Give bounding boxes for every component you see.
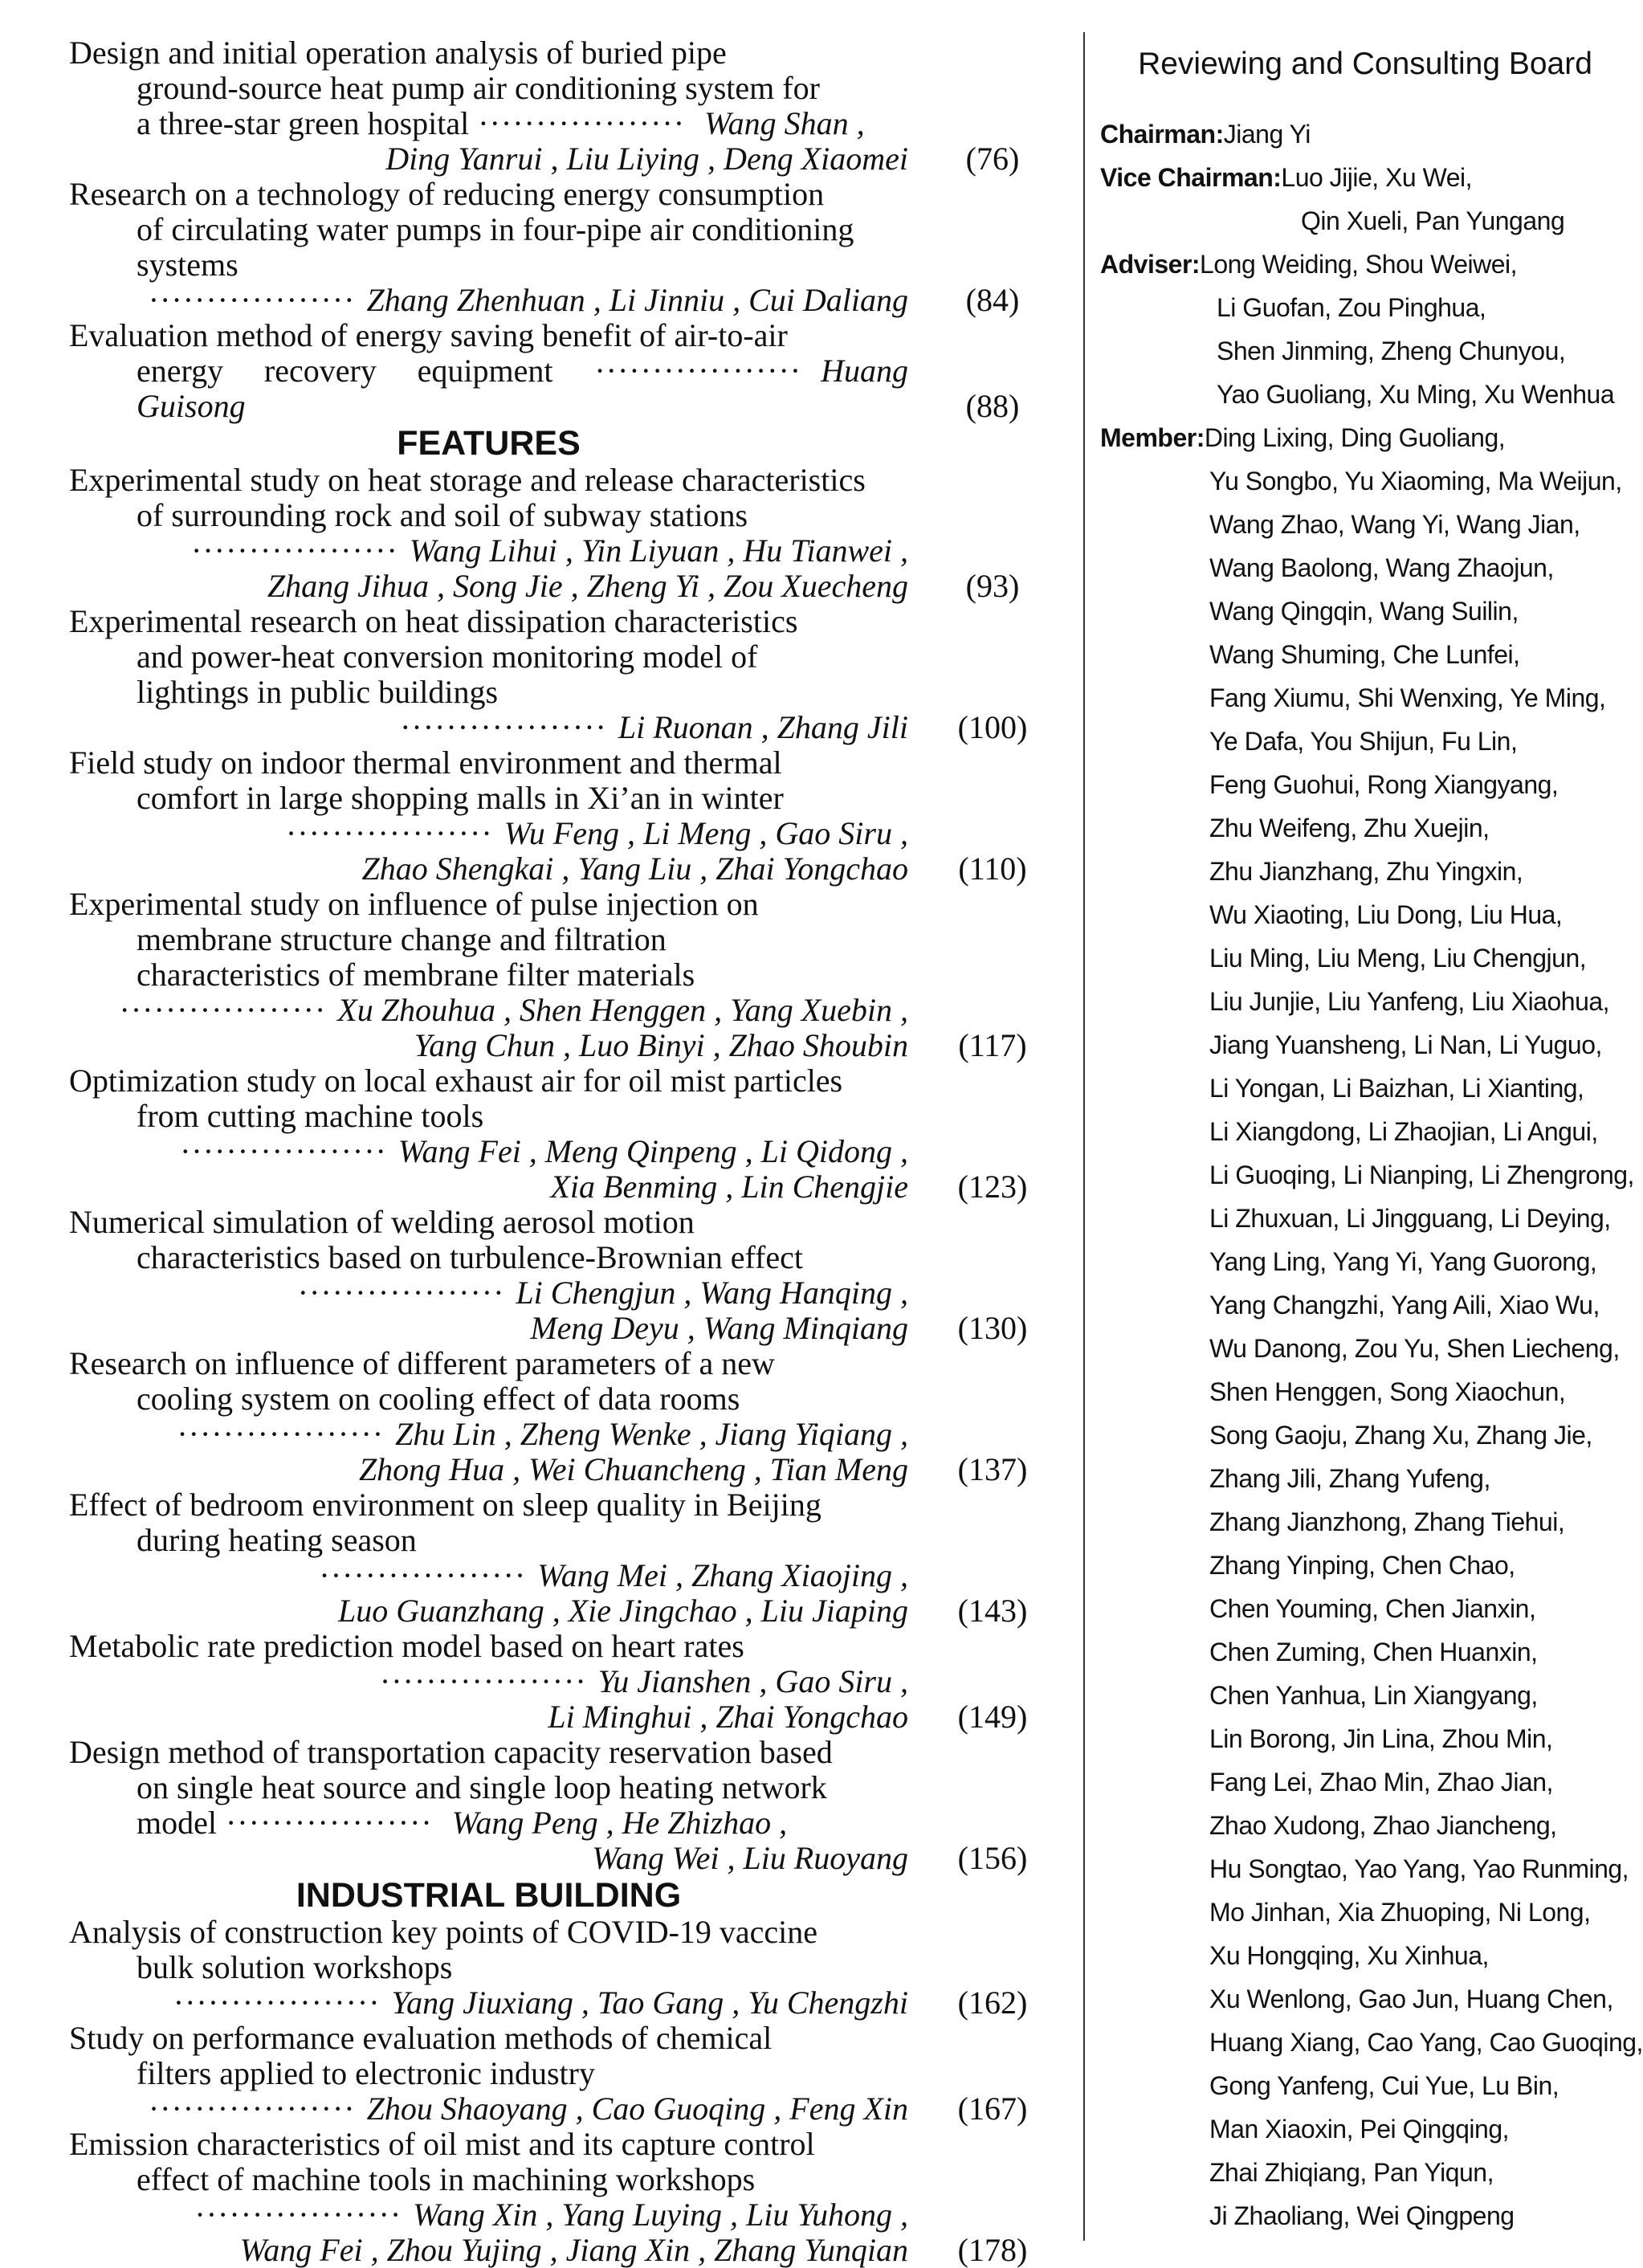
entry-title — [69, 1915, 908, 1985]
author-line — [69, 141, 908, 177]
title-line: Study on performance evaluation methods of chemical — [69, 2020, 773, 2056]
reviewing-board — [1100, 40, 1643, 2237]
role-line — [1100, 416, 1630, 459]
role-line: Yang Ling, Yang Yi, Yang Guorong, — [1209, 1247, 1597, 1276]
entry-title — [69, 1487, 908, 1558]
title-line: Experimental study on influence of pulse injection on — [69, 886, 759, 922]
author-line — [69, 1841, 908, 1876]
author-line — [69, 2091, 908, 2127]
author-lines — [69, 1417, 908, 1487]
role-line: Jiang Yuansheng, Li Nan, Li Yuguo, — [1209, 1030, 1602, 1059]
role-label: Adviser: — [1100, 250, 1201, 279]
toc-entry — [69, 177, 1041, 318]
author-line — [69, 533, 908, 569]
role-line: Chen Yanhua, Lin Xiangyang, — [1209, 1681, 1538, 1710]
leader-dots: ·················· — [379, 1663, 587, 1699]
author-line — [69, 1311, 908, 1346]
title-line — [69, 639, 908, 675]
title-line — [69, 212, 908, 247]
author-names: Wang Fei , Meng Qinpeng , Li Qidong , — [398, 1133, 908, 1169]
author-names: Xia Benming , Lin Chengjie — [550, 1169, 908, 1205]
author-names: Luo Guanzhang , Xie Jingchao , Liu Jiaping — [338, 1593, 908, 1629]
role-line: Man Xiaoxin, Pei Qingqing, — [1209, 2115, 1509, 2144]
role-line: Zhu Jianzhang, Zhu Yingxin, — [1209, 857, 1523, 886]
entry-title — [69, 1629, 908, 1664]
title-line: Evaluation method of energy saving benefit of air-to-air — [69, 317, 788, 353]
author-names: Wang Mei , Zhang Xiaojing , — [537, 1557, 908, 1593]
role-line: Feng Guohui, Rong Xiangyang, — [1209, 770, 1559, 799]
title-text: effect of machine tools in machining workshops — [137, 2161, 756, 2197]
leader-dots: ·················· — [297, 1275, 505, 1311]
leader-dots: ·················· — [148, 282, 356, 318]
author-line — [69, 1169, 908, 1205]
author-lines — [69, 1134, 908, 1205]
role-line: Li Zhuxuan, Li Jingguang, Li Deying, — [1209, 1204, 1611, 1233]
leader-dots: ·················· — [194, 2197, 402, 2233]
title-line — [69, 922, 908, 957]
leader-dots: ·················· — [173, 1984, 381, 2021]
author-line — [69, 1275, 908, 1311]
toc-entry — [69, 2127, 1041, 2268]
author-lines — [69, 1275, 908, 1346]
page-number: (156) — [957, 1840, 1028, 1876]
role-line: Liu Ming, Liu Meng, Liu Chengjun, — [1209, 944, 1587, 973]
toc-entry — [69, 1735, 1041, 1876]
section-heading: INDUSTRIAL BUILDING — [296, 1876, 682, 1915]
author-line — [69, 1028, 908, 1063]
role-line: Fang Lei, Zhao Min, Zhao Jian, — [1209, 1768, 1553, 1797]
role-label: Member: — [1100, 423, 1205, 452]
page-number: (76) — [965, 141, 1020, 177]
title-line — [69, 957, 908, 993]
role-line — [1100, 156, 1630, 199]
author-names: Yang Jiuxiang , Tao Gang , Yu Chengzhi — [391, 1984, 908, 2021]
leader-dots: ·················· — [469, 105, 686, 141]
title-text: ground-source heat pump air conditioning system for — [137, 70, 820, 106]
title-line: Optimization study on local exhaust air for oil mist particles — [69, 1063, 843, 1099]
title-line — [69, 1240, 908, 1275]
author-line — [69, 710, 908, 745]
author-names: Li Minghui , Zhai Yongchao — [548, 1699, 908, 1735]
title-line: Analysis of construction key points of COVID-19 vaccine — [69, 1914, 818, 1950]
toc-entry — [69, 1063, 1041, 1205]
author-line — [69, 2233, 908, 2268]
author-line — [69, 851, 908, 887]
role-label: Chairman: — [1100, 120, 1224, 149]
role-line — [1100, 112, 1630, 156]
role-chairman — [1100, 112, 1630, 156]
author-names: Wu Feng , Li Meng , Gao Siru , — [503, 815, 908, 851]
role-line: Zhang Jili, Zhang Yufeng, — [1209, 1464, 1490, 1493]
page-number: (117) — [958, 1027, 1027, 1063]
leader-dots: ·················· — [216, 1805, 433, 1841]
title-line — [69, 2056, 908, 2091]
board-title: Reviewing and Consulting Board — [1138, 47, 1592, 81]
toc-entry — [69, 604, 1041, 745]
author-names: Xu Zhouhua , Shen Henggen , Yang Xuebin , — [337, 992, 908, 1028]
authors-inline: Wang Shan , — [704, 105, 865, 141]
role-label: Vice Chairman: — [1100, 163, 1282, 192]
title-text: systems — [137, 247, 238, 283]
page-number: (100) — [957, 709, 1028, 745]
author-names: Wang Lihui , Yin Liyuan , Hu Tianwei , — [409, 532, 908, 569]
entry-title — [69, 604, 908, 710]
toc-entry — [69, 318, 1041, 424]
role-names: Ding Lixing, Ding Guoliang, — [1204, 423, 1506, 452]
board-roles — [1100, 112, 1643, 2237]
page-number: (110) — [958, 850, 1027, 887]
title-text: lightings in public buildings — [137, 674, 499, 710]
page-number: (123) — [957, 1169, 1028, 1205]
title-text: cooling system on cooling effect of data rooms — [137, 1381, 740, 1417]
toc-entry — [69, 1346, 1041, 1487]
page-number: (137) — [957, 1451, 1028, 1487]
toc-entry — [69, 463, 1041, 604]
author-lines — [69, 2197, 908, 2268]
toc-entry — [69, 745, 1041, 887]
page-number: (167) — [957, 2091, 1028, 2127]
title-text: energy recovery equipment — [137, 353, 553, 389]
author-line — [69, 1985, 908, 2021]
title-line: Metabolic rate prediction model based on heart rates — [69, 1628, 744, 1664]
role-line — [1100, 243, 1630, 286]
role-line: Zhao Xudong, Zhao Jiancheng, — [1209, 1811, 1557, 1840]
toc-entry — [69, 1205, 1041, 1346]
leader-dots: ·················· — [177, 1416, 385, 1452]
title-line: Experimental study on heat storage and release characteristics — [69, 462, 866, 498]
author-names: Yang Chun , Luo Binyi , Zhao Shoubin — [414, 1027, 908, 1063]
role-line: Yu Songbo, Yu Xiaoming, Ma Weijun, — [1209, 467, 1622, 496]
role-line: Fang Xiumu, Shi Wenxing, Ye Ming, — [1209, 683, 1606, 712]
author-lines — [69, 1558, 908, 1629]
role-line: Wang Qingqin, Wang Suilin, — [1209, 597, 1519, 626]
page-number: (93) — [965, 568, 1020, 604]
author-names: Zhao Shengkai , Yang Liu , Zhai Yongchao — [361, 850, 908, 887]
title-text: filters applied to electronic industry — [137, 2055, 595, 2091]
role-line: Song Gaoju, Zhang Xu, Zhang Jie, — [1209, 1421, 1592, 1450]
author-names: Yu Jianshen , Gao Siru , — [597, 1663, 908, 1699]
page-number: (84) — [965, 282, 1020, 318]
entry-title — [69, 2021, 908, 2091]
role-line: Zhang Yinping, Chen Chao, — [1209, 1551, 1515, 1580]
page-number: (130) — [957, 1310, 1028, 1346]
authors-inline: Wang Peng , He Zhizhao , — [451, 1805, 788, 1841]
title-text: of surrounding rock and soil of subway stations — [137, 497, 748, 533]
role-line: Ji Zhaoliang, Wei Qingpeng — [1209, 2201, 1515, 2230]
title-line: Research on a technology of reducing energy consumption — [69, 176, 825, 212]
leader-dots: ·················· — [191, 532, 398, 569]
author-names: Meng Deyu , Wang Minqiang — [530, 1310, 908, 1346]
role-line: Wu Xiaoting, Liu Dong, Liu Hua, — [1209, 900, 1563, 929]
leader-dots: ·················· — [400, 709, 607, 745]
author-lines — [69, 141, 908, 177]
title-line: Research on influence of different parameters of a new — [69, 1345, 775, 1381]
role-line: Li Guofan, Zou Pinghua, — [1217, 293, 1486, 322]
entry-title — [69, 1063, 908, 1134]
title-line — [69, 71, 908, 106]
role-line: Hu Songtao, Yao Yang, Yao Runming, — [1209, 1854, 1629, 1883]
title-text: characteristics based on turbulence-Brownian effect — [137, 1239, 803, 1275]
title-text: of circulating water pumps in four-pipe air conditioning — [137, 211, 854, 247]
author-line — [69, 1558, 908, 1593]
title-text: during heating season — [137, 1522, 417, 1558]
role-line: Li Yongan, Li Baizhan, Li Xianting, — [1209, 1074, 1584, 1103]
entry-title — [69, 2127, 908, 2197]
author-names: Wang Fei , Zhou Yujing , Jiang Xin , Zhang Yunqian — [239, 2232, 908, 2268]
title-line — [69, 247, 908, 283]
author-names: Li Ruonan , Zhang Jili — [618, 709, 908, 745]
title-line: Experimental research on heat dissipation characteristics — [69, 603, 798, 639]
author-names: Zhou Shaoyang , Cao Guoqing , Feng Xin — [366, 2091, 908, 2127]
role-line: Chen Youming, Chen Jianxin, — [1209, 1594, 1536, 1623]
author-lines — [69, 533, 908, 604]
author-line — [69, 1593, 908, 1629]
role-line: Xu Wenlong, Gao Jun, Huang Chen, — [1209, 1984, 1613, 2013]
title-line: Emission characteristics of oil mist and its capture control — [69, 2126, 815, 2162]
author-lines — [69, 816, 908, 887]
title-line — [69, 1381, 908, 1417]
role-line: Ye Dafa, You Shijun, Fu Lin, — [1209, 727, 1518, 756]
author-lines — [69, 993, 908, 1063]
entry-title — [69, 318, 908, 424]
title-line — [69, 2162, 908, 2197]
title-text: a three-star green hospital — [137, 105, 470, 141]
toc-entry — [69, 1915, 1041, 2021]
author-names: Zhu Lin , Zheng Wenke , Jiang Yiqiang , — [395, 1416, 908, 1452]
column-divider — [1083, 32, 1085, 2241]
title-text: from cutting machine tools — [137, 1098, 484, 1134]
title-line — [69, 106, 908, 141]
role-vice — [1100, 156, 1630, 243]
leader-dots: ·················· — [285, 815, 493, 851]
role-line: Yao Guoliang, Xu Ming, Xu Wenhua — [1217, 380, 1615, 409]
entry-title — [69, 745, 908, 816]
entry-title — [69, 35, 908, 141]
author-names: Wang Xin , Yang Luying , Liu Yuhong , — [413, 2197, 908, 2233]
entry-title — [69, 1205, 908, 1275]
author-lines — [69, 710, 908, 745]
role-adviser — [1100, 243, 1630, 416]
role-line: Mo Jinhan, Xia Zhuoping, Ni Long, — [1209, 1898, 1591, 1927]
leader-dots: ·················· — [148, 2091, 356, 2127]
author-lines — [69, 283, 908, 318]
entry-title — [69, 1346, 908, 1417]
title-line: Numerical simulation of welding aerosol motion — [69, 1204, 695, 1240]
author-line — [69, 1134, 908, 1169]
author-line — [69, 1417, 908, 1452]
role-line: Lin Borong, Jin Lina, Zhou Min, — [1209, 1724, 1553, 1753]
table-of-contents — [69, 35, 1041, 2268]
page-number: (143) — [957, 1593, 1028, 1629]
role-line: Qin Xueli, Pan Yungang — [1301, 206, 1565, 235]
role-line: Xu Hongqing, Xu Xinhua, — [1209, 1941, 1489, 1970]
role-line: Gong Yanfeng, Cui Yue, Lu Bin, — [1209, 2071, 1559, 2100]
title-line — [69, 353, 908, 424]
title-text: on single heat source and single loop heating network — [137, 1769, 827, 1805]
title-text: membrane structure change and filtration — [137, 921, 667, 957]
author-names: Zhong Hua , Wei Chuancheng , Tian Meng — [358, 1451, 908, 1487]
title-line: Design method of transportation capacity reservation based — [69, 1734, 833, 1770]
title-line — [69, 1950, 908, 1985]
title-text: model — [137, 1805, 217, 1841]
title-text: comfort in large shopping malls in Xi’an in winter — [137, 780, 784, 816]
title-text: bulk solution workshops — [137, 1949, 453, 1985]
title-line — [69, 1099, 908, 1134]
author-lines — [69, 1985, 908, 2021]
author-lines — [69, 1664, 908, 1735]
title-line — [69, 498, 908, 533]
author-names: Zhang Zhenhuan , Li Jinniu , Cui Daliang — [366, 282, 908, 318]
author-line — [69, 1664, 908, 1699]
title-line — [69, 675, 908, 710]
section-heading: FEATURES — [397, 424, 581, 463]
role-line: Chen Zuming, Chen Huanxin, — [1209, 1638, 1538, 1666]
role-names: Long Weiding, Shou Weiwei, — [1200, 250, 1517, 279]
leader-dots: ·················· — [552, 353, 802, 389]
role-line: Wang Zhao, Wang Yi, Wang Jian, — [1209, 510, 1580, 539]
author-line — [69, 1699, 908, 1735]
authors-inline: Huang Guisong — [137, 353, 908, 424]
role-line: Huang Xiang, Cao Yang, Cao Guoqing, — [1209, 2028, 1643, 2057]
author-names: Zhang Jihua , Song Jie , Zheng Yi , Zou Xuecheng — [267, 568, 908, 604]
toc-entry — [69, 887, 1041, 1063]
entry-title — [69, 463, 908, 533]
role-names: Luo Jijie, Xu Wei, — [1281, 163, 1473, 192]
role-line: Yang Changzhi, Yang Aili, Xiao Wu, — [1209, 1291, 1600, 1320]
author-line — [69, 569, 908, 604]
page-number: (162) — [957, 1984, 1028, 2021]
role-line: Wang Shuming, Che Lunfei, — [1209, 640, 1520, 669]
title-line: Field study on indoor thermal environment and thermal — [69, 744, 782, 781]
title-line — [69, 781, 908, 816]
page-number: (149) — [957, 1699, 1028, 1735]
toc-entry — [69, 1629, 1041, 1735]
title-line — [69, 1770, 908, 1805]
toc-entry — [69, 35, 1041, 177]
role-line: Wu Danong, Zou Yu, Shen Liecheng, — [1209, 1334, 1620, 1363]
title-line — [69, 1805, 908, 1841]
page-number: (178) — [957, 2232, 1028, 2268]
toc-entry — [69, 2021, 1041, 2127]
leader-dots: ·················· — [119, 992, 327, 1028]
role-line: Liu Junjie, Liu Yanfeng, Liu Xiaohua, — [1209, 987, 1610, 1016]
role-line: Li Guoqing, Li Nianping, Li Zhengrong, — [1209, 1161, 1634, 1189]
title-text: and power-heat conversion monitoring model of — [137, 638, 758, 675]
author-names: Li Chengjun , Wang Hanqing , — [516, 1275, 908, 1311]
author-line — [69, 283, 908, 318]
author-line — [69, 816, 908, 851]
author-line — [69, 1452, 908, 1487]
role-line: Wang Baolong, Wang Zhaojun, — [1209, 553, 1554, 582]
entry-title — [69, 1735, 908, 1841]
role-line: Shen Jinming, Zheng Chunyou, — [1217, 337, 1566, 365]
title-text: characteristics of membrane filter materials — [137, 957, 695, 993]
author-names: Wang Wei , Liu Ruoyang — [592, 1840, 908, 1876]
leader-dots: ·················· — [319, 1557, 527, 1593]
role-line: Zhang Jianzhong, Zhang Tiehui, — [1209, 1507, 1565, 1536]
page-number: (88) — [965, 388, 1020, 424]
author-line — [69, 2197, 908, 2233]
role-names: Jiang Yi — [1223, 120, 1311, 149]
title-line: Effect of bedroom environment on sleep quality in Beijing — [69, 1487, 822, 1523]
role-line: Li Xiangdong, Li Zhaojian, Li Angui, — [1209, 1117, 1598, 1146]
toc-entry — [69, 1487, 1041, 1629]
author-lines — [69, 1841, 908, 1876]
role-line: Zhai Zhiqiang, Pan Yiqun, — [1209, 2158, 1494, 2187]
entry-title — [69, 887, 908, 993]
title-line — [69, 1523, 908, 1558]
title-line: Design and initial operation analysis of buried pipe — [69, 35, 727, 71]
role-line: Zhu Weifeng, Zhu Xuejin, — [1209, 814, 1490, 842]
role-line: Shen Henggen, Song Xiaochun, — [1209, 1377, 1566, 1406]
author-lines — [69, 2091, 908, 2127]
role-member — [1100, 416, 1643, 2237]
author-line — [69, 993, 908, 1028]
entry-title — [69, 177, 908, 283]
author-names: Ding Yanrui , Liu Liying , Deng Xiaomei — [385, 141, 908, 177]
leader-dots: ·················· — [180, 1133, 387, 1169]
